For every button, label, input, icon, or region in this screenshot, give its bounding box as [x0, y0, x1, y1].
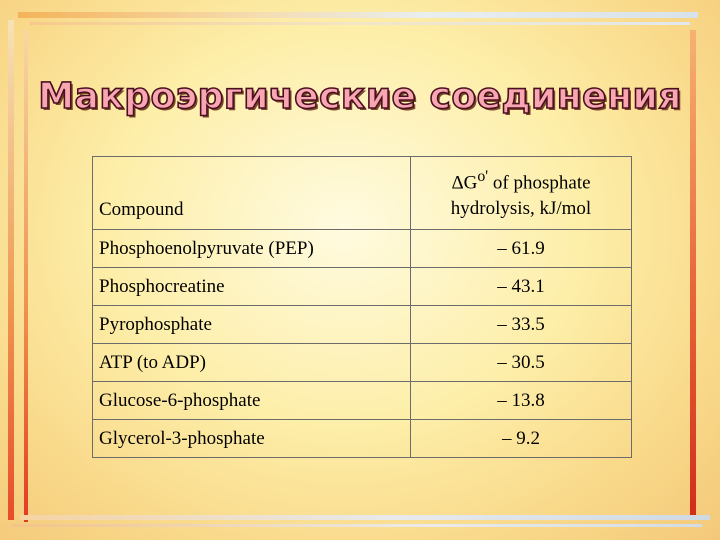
- table-row: [93, 344, 632, 382]
- header-energy-line2: hydrolysis, kJ/mol: [450, 198, 592, 220]
- frame-top-line: [18, 12, 698, 18]
- frame-right-line: [690, 30, 696, 520]
- compound-name: Phosphocreatine: [93, 268, 411, 306]
- header-delta-g: ΔG: [451, 172, 478, 194]
- energy-value: – 13.8: [411, 382, 632, 420]
- table-row: [93, 420, 632, 458]
- table-row: [93, 382, 632, 420]
- frame-left-line-inner: [24, 30, 28, 522]
- frame-top-line-inner: [30, 22, 690, 25]
- energy-value: – 9.2: [411, 420, 632, 458]
- compound-name: Glycerol-3-phosphate: [93, 420, 411, 458]
- table-header-row: [93, 157, 632, 230]
- header-superscript: o': [477, 167, 489, 185]
- energy-value: – 61.9: [411, 230, 632, 268]
- energy-value: – 43.1: [411, 268, 632, 306]
- compound-name: Pyrophosphate: [93, 306, 411, 344]
- compound-name: Phosphoenolpyruvate (PEP): [93, 230, 411, 268]
- frame-bottom-line-inner: [12, 524, 702, 527]
- header-compound: Compound: [93, 157, 411, 230]
- slide-title: Макроэргические соединения: [38, 76, 682, 117]
- frame-bottom-line: [20, 515, 710, 520]
- energy-value: – 30.5: [411, 344, 632, 382]
- table-row: [93, 306, 632, 344]
- compounds-table: [92, 156, 632, 458]
- frame-left-line: [8, 20, 14, 520]
- table-row: [93, 230, 632, 268]
- header-energy-line1: of phosphate: [488, 172, 591, 194]
- header-energy: [411, 157, 632, 230]
- table-row: [93, 268, 632, 306]
- energy-value: – 33.5: [411, 306, 632, 344]
- compound-name: Glucose-6-phosphate: [93, 382, 411, 420]
- compound-name: ATP (to ADP): [93, 344, 411, 382]
